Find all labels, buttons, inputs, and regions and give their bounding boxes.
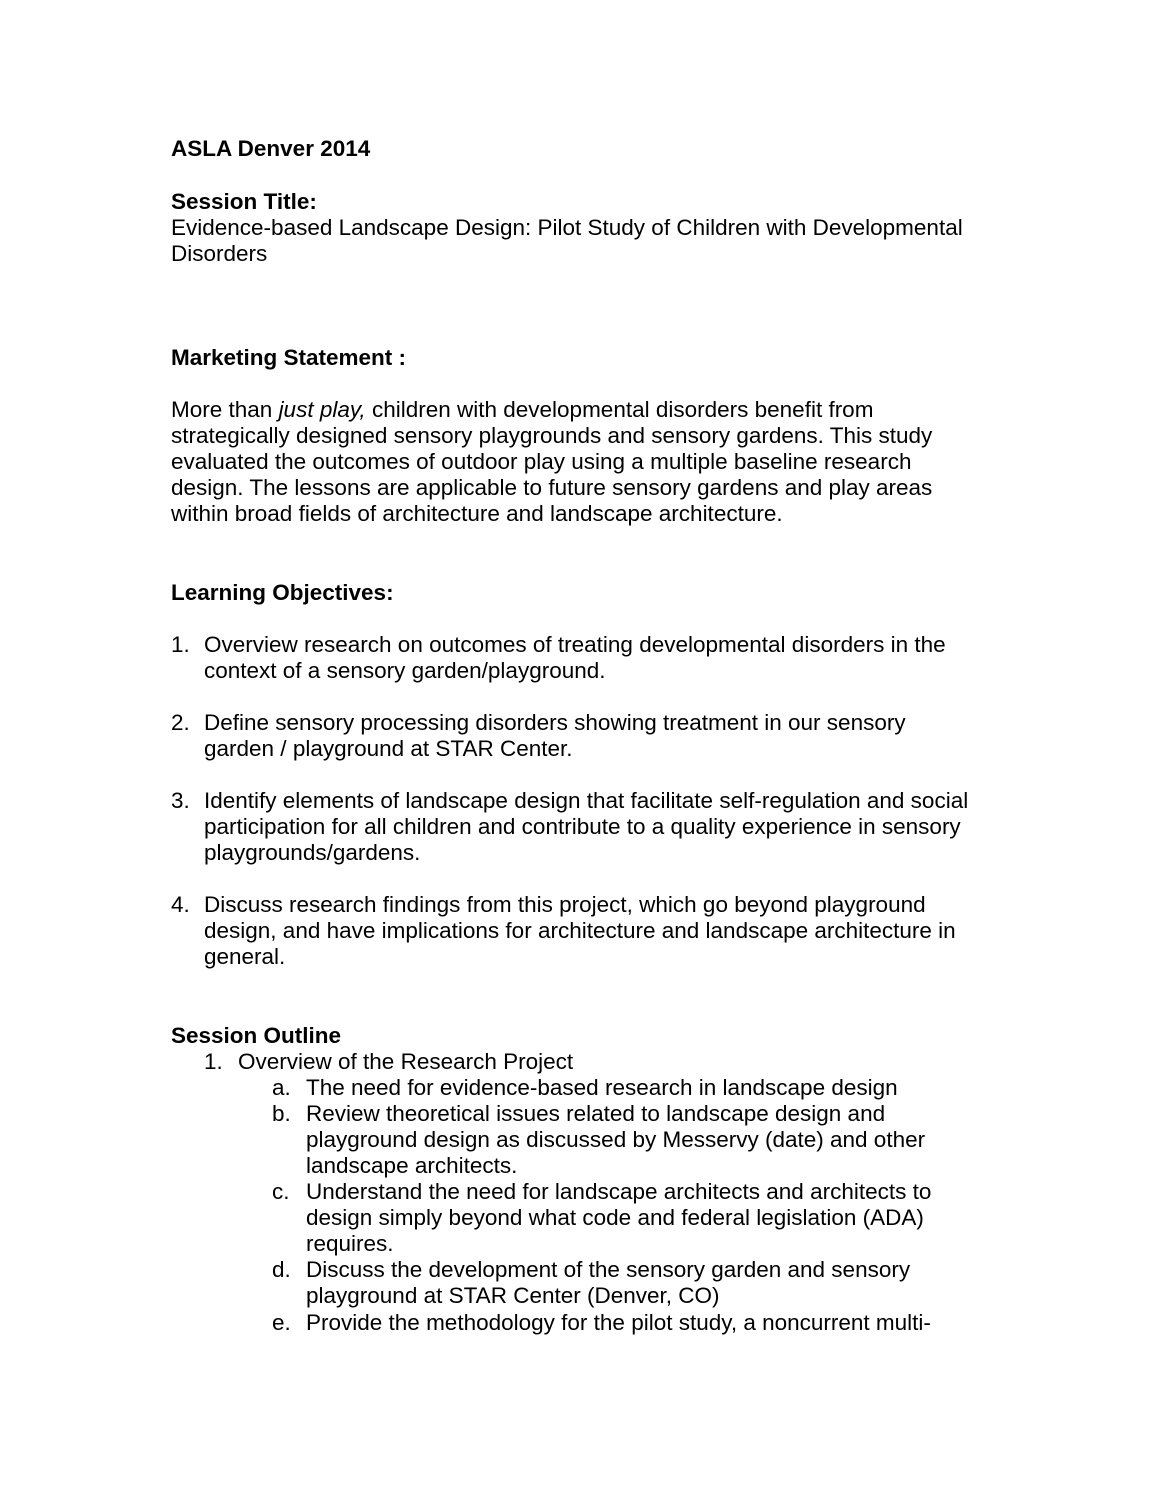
objective-line: Define sensory processing disorders showing treatment in our sensory bbox=[204, 710, 906, 735]
outline-item-number: 1. bbox=[204, 1049, 223, 1074]
objective-number: 2. bbox=[171, 710, 190, 735]
marketing-line: design. The lessons are applicable to future sensory gardens and play areas bbox=[171, 475, 933, 500]
outline-subitem-line: Understand the need for landscape architects and architects to bbox=[306, 1179, 932, 1204]
outline-subitem-line: The need for evidence-based research in landscape design bbox=[306, 1075, 898, 1100]
outline-subitem-line: landscape architects. bbox=[306, 1153, 518, 1178]
outline-heading: Session Outline bbox=[171, 1023, 342, 1048]
outline-subitem-line: Discuss the development of the sensory garden and sensory bbox=[306, 1257, 911, 1282]
objective-line: general. bbox=[204, 944, 286, 969]
outline-subitem-line: design simply beyond what code and federal legislation (ADA) bbox=[306, 1205, 924, 1230]
session-title-heading: Session Title: bbox=[171, 189, 317, 214]
outline-subitem-letter: d. bbox=[272, 1257, 291, 1282]
marketing-line bbox=[171, 397, 873, 423]
outline-subitem-letter: e. bbox=[272, 1310, 291, 1335]
outline-subitem-line: Provide the methodology for the pilot study, a noncurrent multi- bbox=[306, 1310, 931, 1335]
objective-number: 1. bbox=[171, 632, 190, 657]
outline-subitem-line: requires. bbox=[306, 1231, 394, 1256]
session-title-line: Disorders bbox=[171, 241, 268, 266]
objective-line: design, and have implications for architecture and landscape architecture in bbox=[204, 918, 956, 943]
outline-subitem-letter: c. bbox=[272, 1179, 290, 1204]
objective-line: Discuss research findings from this project, which go beyond playground bbox=[204, 892, 926, 917]
outline-subitem-letter: a. bbox=[272, 1075, 291, 1100]
marketing-italic-phrase: just play, bbox=[278, 397, 366, 422]
marketing-heading: Marketing Statement : bbox=[171, 345, 407, 370]
marketing-line: evaluated the outcomes of outdoor play using a multiple baseline research bbox=[171, 449, 912, 474]
document-title: ASLA Denver 2014 bbox=[171, 136, 371, 161]
objectives-heading: Learning Objectives: bbox=[171, 580, 394, 605]
outline-item-text: Overview of the Research Project bbox=[238, 1049, 574, 1074]
outline-subitem-line: Review theoretical issues related to landscape design and bbox=[306, 1101, 886, 1126]
outline-subitem-line: playground at STAR Center (Denver, CO) bbox=[306, 1283, 720, 1308]
objective-number: 3. bbox=[171, 788, 190, 813]
session-title-line: Evidence-based Landscape Design: Pilot Study of Children with Developmental bbox=[171, 215, 963, 240]
marketing-line-prefix: More than bbox=[171, 397, 279, 422]
marketing-line: within broad fields of architecture and landscape architecture. bbox=[171, 501, 783, 526]
marketing-line-suffix: children with developmental disorders benefit from bbox=[365, 397, 874, 422]
objective-line: garden / playground at STAR Center. bbox=[204, 736, 573, 761]
outline-subitem-letter: b. bbox=[272, 1101, 291, 1126]
marketing-line: strategically designed sensory playgrounds and sensory gardens. This study bbox=[171, 423, 933, 448]
objective-number: 4. bbox=[171, 892, 190, 917]
objective-line: context of a sensory garden/playground. bbox=[204, 658, 606, 683]
objective-line: Identify elements of landscape design that facilitate self-regulation and social bbox=[204, 788, 969, 813]
objective-line: Overview research on outcomes of treating developmental disorders in the bbox=[204, 632, 946, 657]
outline-subitem-line: playground design as discussed by Messervy (date) and other bbox=[306, 1127, 926, 1152]
objective-line: participation for all children and contribute to a quality experience in sensory bbox=[204, 814, 961, 839]
objective-line: playgrounds/gardens. bbox=[204, 840, 421, 865]
